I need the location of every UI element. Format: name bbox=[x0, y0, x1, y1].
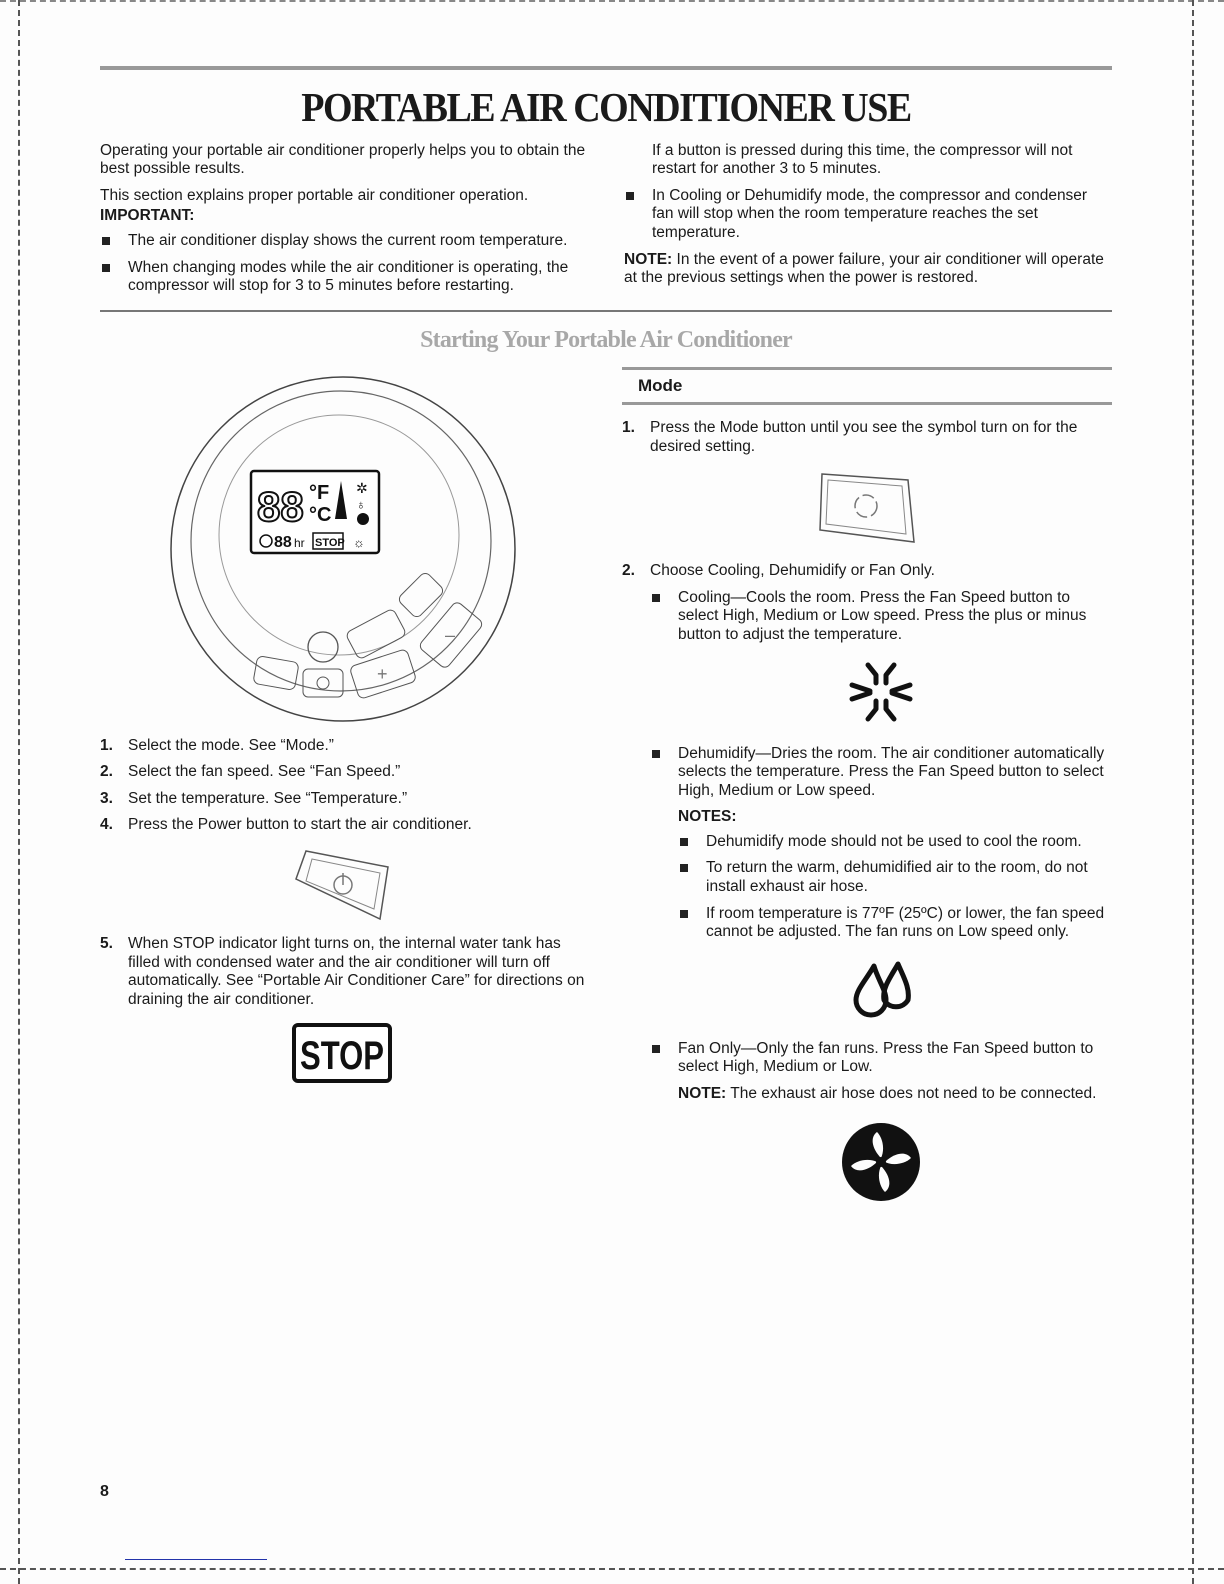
bullet-mark bbox=[678, 833, 706, 852]
power-button-icon bbox=[288, 843, 398, 923]
fan-speed-button[interactable] bbox=[253, 655, 299, 690]
bullet-mark bbox=[650, 589, 678, 645]
crop-mark-left bbox=[18, 0, 20, 1584]
step-number: 2. bbox=[100, 763, 113, 781]
bullet-mark bbox=[650, 745, 678, 801]
step-text: Choose Cooling, Dehumidify or Fan Only. bbox=[650, 562, 935, 580]
note-item bbox=[678, 833, 1112, 852]
step-text: When STOP indicator light turns on, the internal water tank has filled with condensed water and the air conditioner will turn off automatically. See “Portable Air Conditioner Care” for directions on draining the air conditioner. bbox=[128, 934, 585, 1008]
dehumidify-text: Dehumidify—Dries the room. The air conditioner automatically selects the temperature. Press the Fan Speed button to select High, Medium or Low speed. bbox=[678, 744, 1105, 799]
control-panel-svg bbox=[163, 369, 523, 729]
section-rule bbox=[100, 310, 1112, 312]
note-item bbox=[678, 859, 1112, 896]
mode-options bbox=[622, 589, 1112, 1204]
bullet-mark bbox=[650, 1040, 678, 1077]
intro-left-column bbox=[100, 142, 586, 304]
starting-left-column bbox=[100, 367, 586, 1204]
step-number: 5. bbox=[100, 934, 113, 952]
stop-indicator-illustration bbox=[100, 1021, 586, 1085]
lcd-celsius-unit: °C bbox=[309, 503, 332, 526]
note-text: The exhaust air hose does not need to be connected. bbox=[726, 1085, 1097, 1103]
bullet-text: In Cooling or Dehumidify mode, the compressor and condenser fan will stop when the room temperature reaches the set temperature. bbox=[652, 186, 1088, 241]
step-item bbox=[100, 763, 586, 782]
power-button-illustration bbox=[100, 843, 586, 923]
page-content bbox=[100, 66, 1112, 1204]
intro-section bbox=[100, 142, 1112, 304]
intro-paragraph-1: Operating your portable air conditioner properly helps you to obtain the best possible results. bbox=[100, 141, 586, 178]
note-text: In the event of a power failure, your air conditioner will operate at the previous settings when the power is restored. bbox=[624, 250, 1104, 287]
note-text: Dehumidify mode should not be used to cool the room. bbox=[706, 832, 1082, 850]
intro-right-column bbox=[624, 142, 1112, 304]
dehumidify-symbol bbox=[650, 960, 1112, 1020]
stop-indicator-label: STOP bbox=[300, 1034, 384, 1079]
step-text: Set the temperature. See “Temperature.” bbox=[128, 789, 408, 807]
starting-steps-list bbox=[100, 737, 586, 835]
mode-step-item bbox=[622, 419, 1112, 456]
important-bullet bbox=[624, 187, 1112, 243]
lcd-timer-unit: hr bbox=[294, 535, 305, 550]
cooling-symbol bbox=[650, 657, 1112, 727]
control-panel-illustration bbox=[100, 369, 586, 729]
mode-button-icon bbox=[317, 677, 329, 689]
step-text: Press the Mode button until you see the symbol turn on for the desired setting. bbox=[650, 418, 1078, 455]
note-text: If room temperature is 77ºF (25ºC) or lower, the fan speed cannot be adjusted. The fan runs on Low speed only. bbox=[706, 904, 1105, 941]
step-item bbox=[100, 816, 586, 835]
step-number: 2. bbox=[622, 562, 635, 580]
mode-step-item bbox=[622, 562, 1112, 581]
lcd-temperature-digits: 88 bbox=[257, 482, 304, 530]
fan-only-note bbox=[650, 1085, 1112, 1104]
mode-button[interactable] bbox=[303, 669, 343, 697]
bullet-mark bbox=[100, 232, 128, 251]
fan-only-text: Fan Only—Only the fan runs. Press the Fan Speed button to select High, Medium or Low. bbox=[678, 1039, 1094, 1076]
lcd-snowflake-icon: ✲ bbox=[356, 479, 368, 496]
mode-button-icon bbox=[812, 466, 922, 546]
intro-paragraph-2: This section explains proper portable air conditioner operation. bbox=[100, 186, 529, 204]
power-failure-note bbox=[624, 251, 1112, 288]
step-item bbox=[100, 790, 586, 809]
starting-section bbox=[100, 367, 1112, 1204]
mode-rule-bottom bbox=[622, 402, 1112, 405]
bullet-mark bbox=[678, 905, 706, 942]
page-number: 8 bbox=[100, 1483, 109, 1500]
crop-mark-bottom bbox=[0, 1568, 1224, 1570]
water-drops-icon bbox=[846, 960, 916, 1020]
bullet-mark bbox=[624, 187, 652, 243]
step-item bbox=[100, 935, 586, 1009]
step-number: 1. bbox=[622, 418, 635, 436]
mode-column bbox=[622, 367, 1112, 1204]
timer-button[interactable] bbox=[345, 608, 407, 660]
plus-icon: + bbox=[377, 663, 388, 684]
lcd-sun-icon: ☼ bbox=[353, 534, 365, 550]
step-number: 4. bbox=[100, 816, 113, 834]
note-item bbox=[678, 905, 1112, 942]
notes-label: NOTES: bbox=[678, 808, 737, 826]
snowflake-icon bbox=[846, 657, 916, 727]
page-title: PORTABLE AIR CONDITIONER USE bbox=[301, 85, 911, 131]
mode-heading: Mode bbox=[638, 375, 683, 395]
bullet-mark bbox=[678, 859, 706, 896]
lcd-drop-icon: ♁ bbox=[356, 496, 366, 512]
cooling-option bbox=[650, 589, 1112, 645]
note-label: NOTE: bbox=[678, 1085, 727, 1103]
cooling-text: Cooling—Cools the room. Press the Fan Speed button to select High, Medium or Low speed. Press the plus or minus button to adjust the temperature. bbox=[678, 588, 1087, 643]
intro-right-paragraph: If a button is pressed during this time, the compressor will not restart for another 3 to 5 minutes. bbox=[652, 141, 1073, 178]
footer-link-line bbox=[125, 1559, 267, 1560]
crop-mark-top bbox=[0, 0, 1224, 2]
bullet-text: When changing modes while the air conditioner is operating, the compressor will stop for 3 to 5 minutes before restarting. bbox=[128, 258, 569, 295]
power-button[interactable] bbox=[397, 571, 445, 619]
stop-indicator-icon bbox=[288, 1021, 398, 1085]
step-number: 1. bbox=[100, 736, 113, 754]
mode-heading-block bbox=[622, 367, 1112, 405]
step-item bbox=[100, 737, 586, 756]
bullet-text: The air conditioner display shows the current room temperature. bbox=[128, 231, 568, 249]
step-number: 3. bbox=[100, 789, 113, 807]
dehumidify-notes bbox=[650, 808, 1112, 942]
top-rule bbox=[100, 66, 1112, 70]
bullet-mark bbox=[100, 259, 128, 296]
fan-only-option bbox=[650, 1040, 1112, 1077]
step-text: Select the fan speed. See “Fan Speed.” bbox=[128, 763, 401, 781]
lcd-fahrenheit-unit: °F bbox=[309, 481, 330, 504]
crop-mark-right bbox=[1192, 0, 1194, 1584]
note-label: NOTE: bbox=[624, 250, 673, 268]
lcd-stop-label: STOP bbox=[315, 536, 345, 549]
minus-icon: – bbox=[445, 624, 456, 645]
section-title: Starting Your Portable Air Conditioner bbox=[420, 326, 792, 353]
note-text: To return the warm, dehumidified air to the room, do not install exhaust air hose. bbox=[706, 859, 1088, 896]
step-text: Press the Power button to start the air conditioner. bbox=[128, 816, 472, 834]
power-indicator-ring bbox=[308, 632, 338, 662]
lcd-fan-icon bbox=[357, 513, 369, 525]
dehumidify-option bbox=[650, 745, 1112, 801]
fan-only-symbol bbox=[650, 1120, 1112, 1204]
important-label: IMPORTANT: bbox=[100, 207, 195, 225]
important-bullet bbox=[100, 259, 586, 296]
lcd-timer-digits: 88 bbox=[274, 533, 292, 551]
important-bullet bbox=[100, 232, 586, 251]
mode-button-illustration bbox=[622, 466, 1112, 546]
step-text: Select the mode. See “Mode.” bbox=[128, 736, 334, 754]
fan-icon bbox=[839, 1120, 923, 1204]
